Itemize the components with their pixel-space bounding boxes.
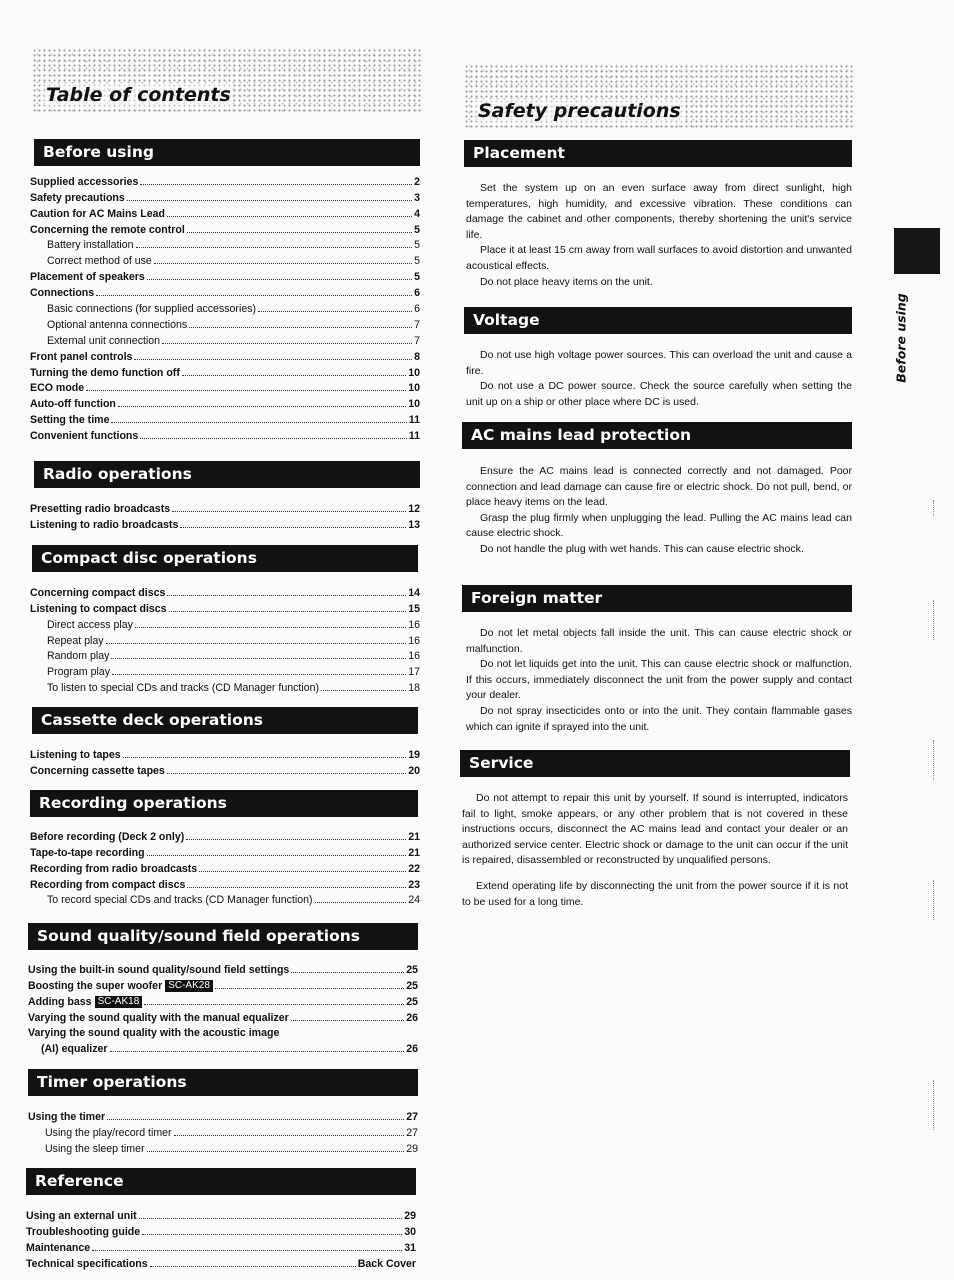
paragraph: Ensure the AC mains lead is connected correctly and not damaged. Poor connection and lead damage can cause fire or electric shock. Do not pull, bend, or place heavy items on the lead.	[466, 465, 852, 509]
toc-section-heading: Cassette deck operations	[32, 707, 418, 734]
toc-entry[interactable]: Placement of speakers 5	[30, 271, 420, 284]
toc-section-list	[30, 745, 420, 777]
toc-subentry[interactable]: Random play 16	[47, 650, 420, 663]
toc-entry[interactable]: Using an external unit 29	[26, 1209, 416, 1222]
paragraph: Do not place heavy items on the unit.	[480, 275, 653, 288]
toc-section-heading: Before using	[34, 139, 420, 166]
toc-subentry[interactable]: Using the sleep timer 29	[45, 1142, 418, 1155]
toc-section-list	[30, 172, 420, 442]
safety-section-heading: Foreign matter	[462, 585, 852, 612]
toc-entry[interactable]: Turning the demo function off 10	[30, 366, 420, 379]
toc-entry[interactable]: Boosting the super woofer SC-AK28 25	[28, 979, 418, 992]
toc-subentry[interactable]: Battery installation 5	[47, 239, 420, 252]
model-badge: SC-AK28	[165, 980, 213, 992]
toc-entry[interactable]: Concerning the remote control 5	[30, 223, 420, 236]
toc-entry[interactable]: Front panel controls 8	[30, 350, 420, 363]
toc-entry-continued[interactable]: (AI) equalizer 26	[41, 1043, 418, 1056]
toc-entry[interactable]: Maintenance 31	[26, 1241, 416, 1254]
toc-section-heading: Reference	[26, 1168, 416, 1195]
toc-subentry[interactable]: Using the play/record timer 27	[45, 1126, 418, 1139]
toc-subentry[interactable]: External unit connection 7	[47, 334, 420, 347]
toc-subentry[interactable]: Basic connections (for supplied accessories) 6	[47, 303, 420, 316]
toc-section-heading: Radio operations	[34, 461, 420, 488]
toc-subentry[interactable]: Program play 17	[47, 666, 420, 679]
safety-title-banner	[464, 64, 854, 128]
toc-title: Table of contents	[46, 84, 231, 106]
paragraph: Set the system up on an even surface away from direct sunlight, high temperatures, high humidity, and excessive vibration. These conditions can damage the cabinet and other components, thereby shortening the unit's service life.	[466, 182, 852, 241]
toc-entry[interactable]: Listening to compact discs 15	[30, 602, 420, 615]
edge-scan-marks	[933, 600, 936, 640]
toc-section-heading: Timer operations	[28, 1069, 418, 1096]
safety-section-heading: AC mains lead protection	[462, 422, 852, 449]
toc-entry[interactable]: Varying the sound quality with the manual equalizer 26	[28, 1011, 418, 1024]
toc-section-list	[28, 1107, 418, 1155]
toc-entry[interactable]: Connections 6	[30, 287, 420, 300]
paragraph: Do not use high voltage power sources. This can overload the unit and cause a fire.	[466, 349, 852, 377]
paragraph: Do not use a DC power source. Check the source carefully when setting the unit up on a ship or other place where DC is used.	[466, 380, 852, 408]
paragraph: Do not attempt to repair this unit by yourself. If sound is interrupted, indicators fail to light, smoke appears, or any other problem that is not covered in these instructions occurs, disconnect the AC mains lead and contact your dealer or an authorized service center. Electric shock or damage to the unit can occur if the unit is repaired, disassembled or reconstructed by unqualified persons.	[462, 792, 848, 867]
toc-entry[interactable]: Varying the sound quality with the acoustic image	[28, 1027, 280, 1040]
toc-entry[interactable]: Convenient functions 11	[30, 430, 420, 443]
toc-subentry[interactable]: Optional antenna connections 7	[47, 318, 420, 331]
paragraph: Do not let metal objects fall inside the unit. This can cause electric shock or malfunction.	[466, 627, 852, 655]
edge-scan-marks	[933, 880, 936, 920]
model-badge: SC-AK18	[95, 996, 143, 1008]
toc-subentry[interactable]: Repeat play 16	[47, 634, 420, 647]
safety-section-heading: Placement	[464, 140, 852, 167]
safety-section-heading: Service	[460, 750, 850, 777]
toc-entry[interactable]: Safety precautions 3	[30, 191, 420, 204]
edge-scan-marks	[933, 740, 936, 780]
paragraph: Do not spray insecticides onto or into the unit. They contain flammable gases which can ignite if sprayed into the unit.	[466, 704, 852, 733]
safety-section-body	[466, 181, 852, 290]
toc-entry[interactable]: Presetting radio broadcasts 12	[30, 502, 420, 515]
safety-section-body	[466, 464, 852, 558]
toc-subentry[interactable]: To record special CDs and tracks (CD Manager function) 24	[47, 894, 420, 907]
paragraph: Extend operating life by disconnecting the unit from the power source if it is not to be used for a long time.	[462, 879, 848, 908]
safety-title: Safety precautions	[478, 100, 681, 122]
toc-entry[interactable]: Troubleshooting guide 30	[26, 1225, 416, 1238]
safety-section-heading: Voltage	[464, 307, 852, 334]
toc-section-heading: Compact disc operations	[32, 545, 418, 572]
safety-section-body	[466, 348, 852, 410]
toc-title-banner	[32, 48, 422, 112]
toc-entry[interactable]: Recording from radio broadcasts 22	[30, 862, 420, 875]
toc-entry[interactable]: Auto-off function 10	[30, 398, 420, 411]
toc-entry[interactable]: Adding bass SC-AK18 25	[28, 995, 418, 1008]
toc-entry[interactable]: Using the built-in sound quality/sound field settings 25	[28, 963, 418, 976]
toc-entry[interactable]: Using the timer 27	[28, 1110, 418, 1123]
edge-scan-marks	[933, 1080, 936, 1130]
toc-entry[interactable]: Caution for AC Mains Lead 4	[30, 207, 420, 220]
paragraph: Do not handle the plug with wet hands. This can cause electric shock.	[480, 542, 804, 555]
toc-section-list	[30, 583, 420, 694]
toc-subentry[interactable]: Direct access play 16	[47, 618, 420, 631]
toc-subentry[interactable]: To listen to special CDs and tracks (CD Manager function) 18	[47, 682, 420, 695]
toc-entry[interactable]: Before recording (Deck 2 only) 21	[30, 830, 420, 843]
toc-section-list	[30, 827, 420, 906]
toc-section-heading: Recording operations	[30, 790, 418, 817]
toc-entry[interactable]: ECO mode 10	[30, 382, 420, 395]
toc-entry[interactable]: Concerning cassette tapes 20	[30, 764, 420, 777]
safety-section-body	[462, 791, 848, 910]
toc-entry[interactable]: Tape-to-tape recording 21	[30, 846, 420, 859]
toc-subentry[interactable]: Correct method of use 5	[47, 255, 420, 268]
paragraph: Do not let liquids get into the unit. This can cause electric shock or malfunction. If this occurs, immediately disconnect the unit from the power supply and contact your dealer.	[466, 658, 852, 702]
toc-entry[interactable]: Listening to radio broadcasts 13	[30, 518, 420, 531]
edge-scan-marks	[933, 500, 936, 516]
toc-section-list	[30, 499, 420, 531]
section-thumb-tab	[894, 228, 940, 274]
toc-entry[interactable]: Listening to tapes 19	[30, 748, 420, 761]
toc-section-list	[28, 960, 418, 1055]
toc-entry[interactable]: Supplied accessories 2	[30, 175, 420, 188]
toc-entry[interactable]: Recording from compact discs 23	[30, 878, 420, 891]
toc-entry[interactable]: Concerning compact discs 14	[30, 586, 420, 599]
toc-entry[interactable]: Technical specifications Back Cover	[26, 1257, 416, 1270]
paragraph: Place it at least 15 cm away from wall surfaces to avoid distortion and unwanted acoustical effects.	[466, 244, 852, 272]
toc-section-heading: Sound quality/sound field operations	[28, 923, 418, 950]
toc-section-list	[26, 1206, 416, 1270]
paragraph: Grasp the plug firmly when unplugging the lead. Pulling the AC mains lead can cause electric shock.	[466, 511, 852, 540]
toc-entry[interactable]: Setting the time 11	[30, 414, 420, 427]
safety-section-body	[466, 626, 852, 735]
side-section-label: Before using	[893, 293, 909, 383]
